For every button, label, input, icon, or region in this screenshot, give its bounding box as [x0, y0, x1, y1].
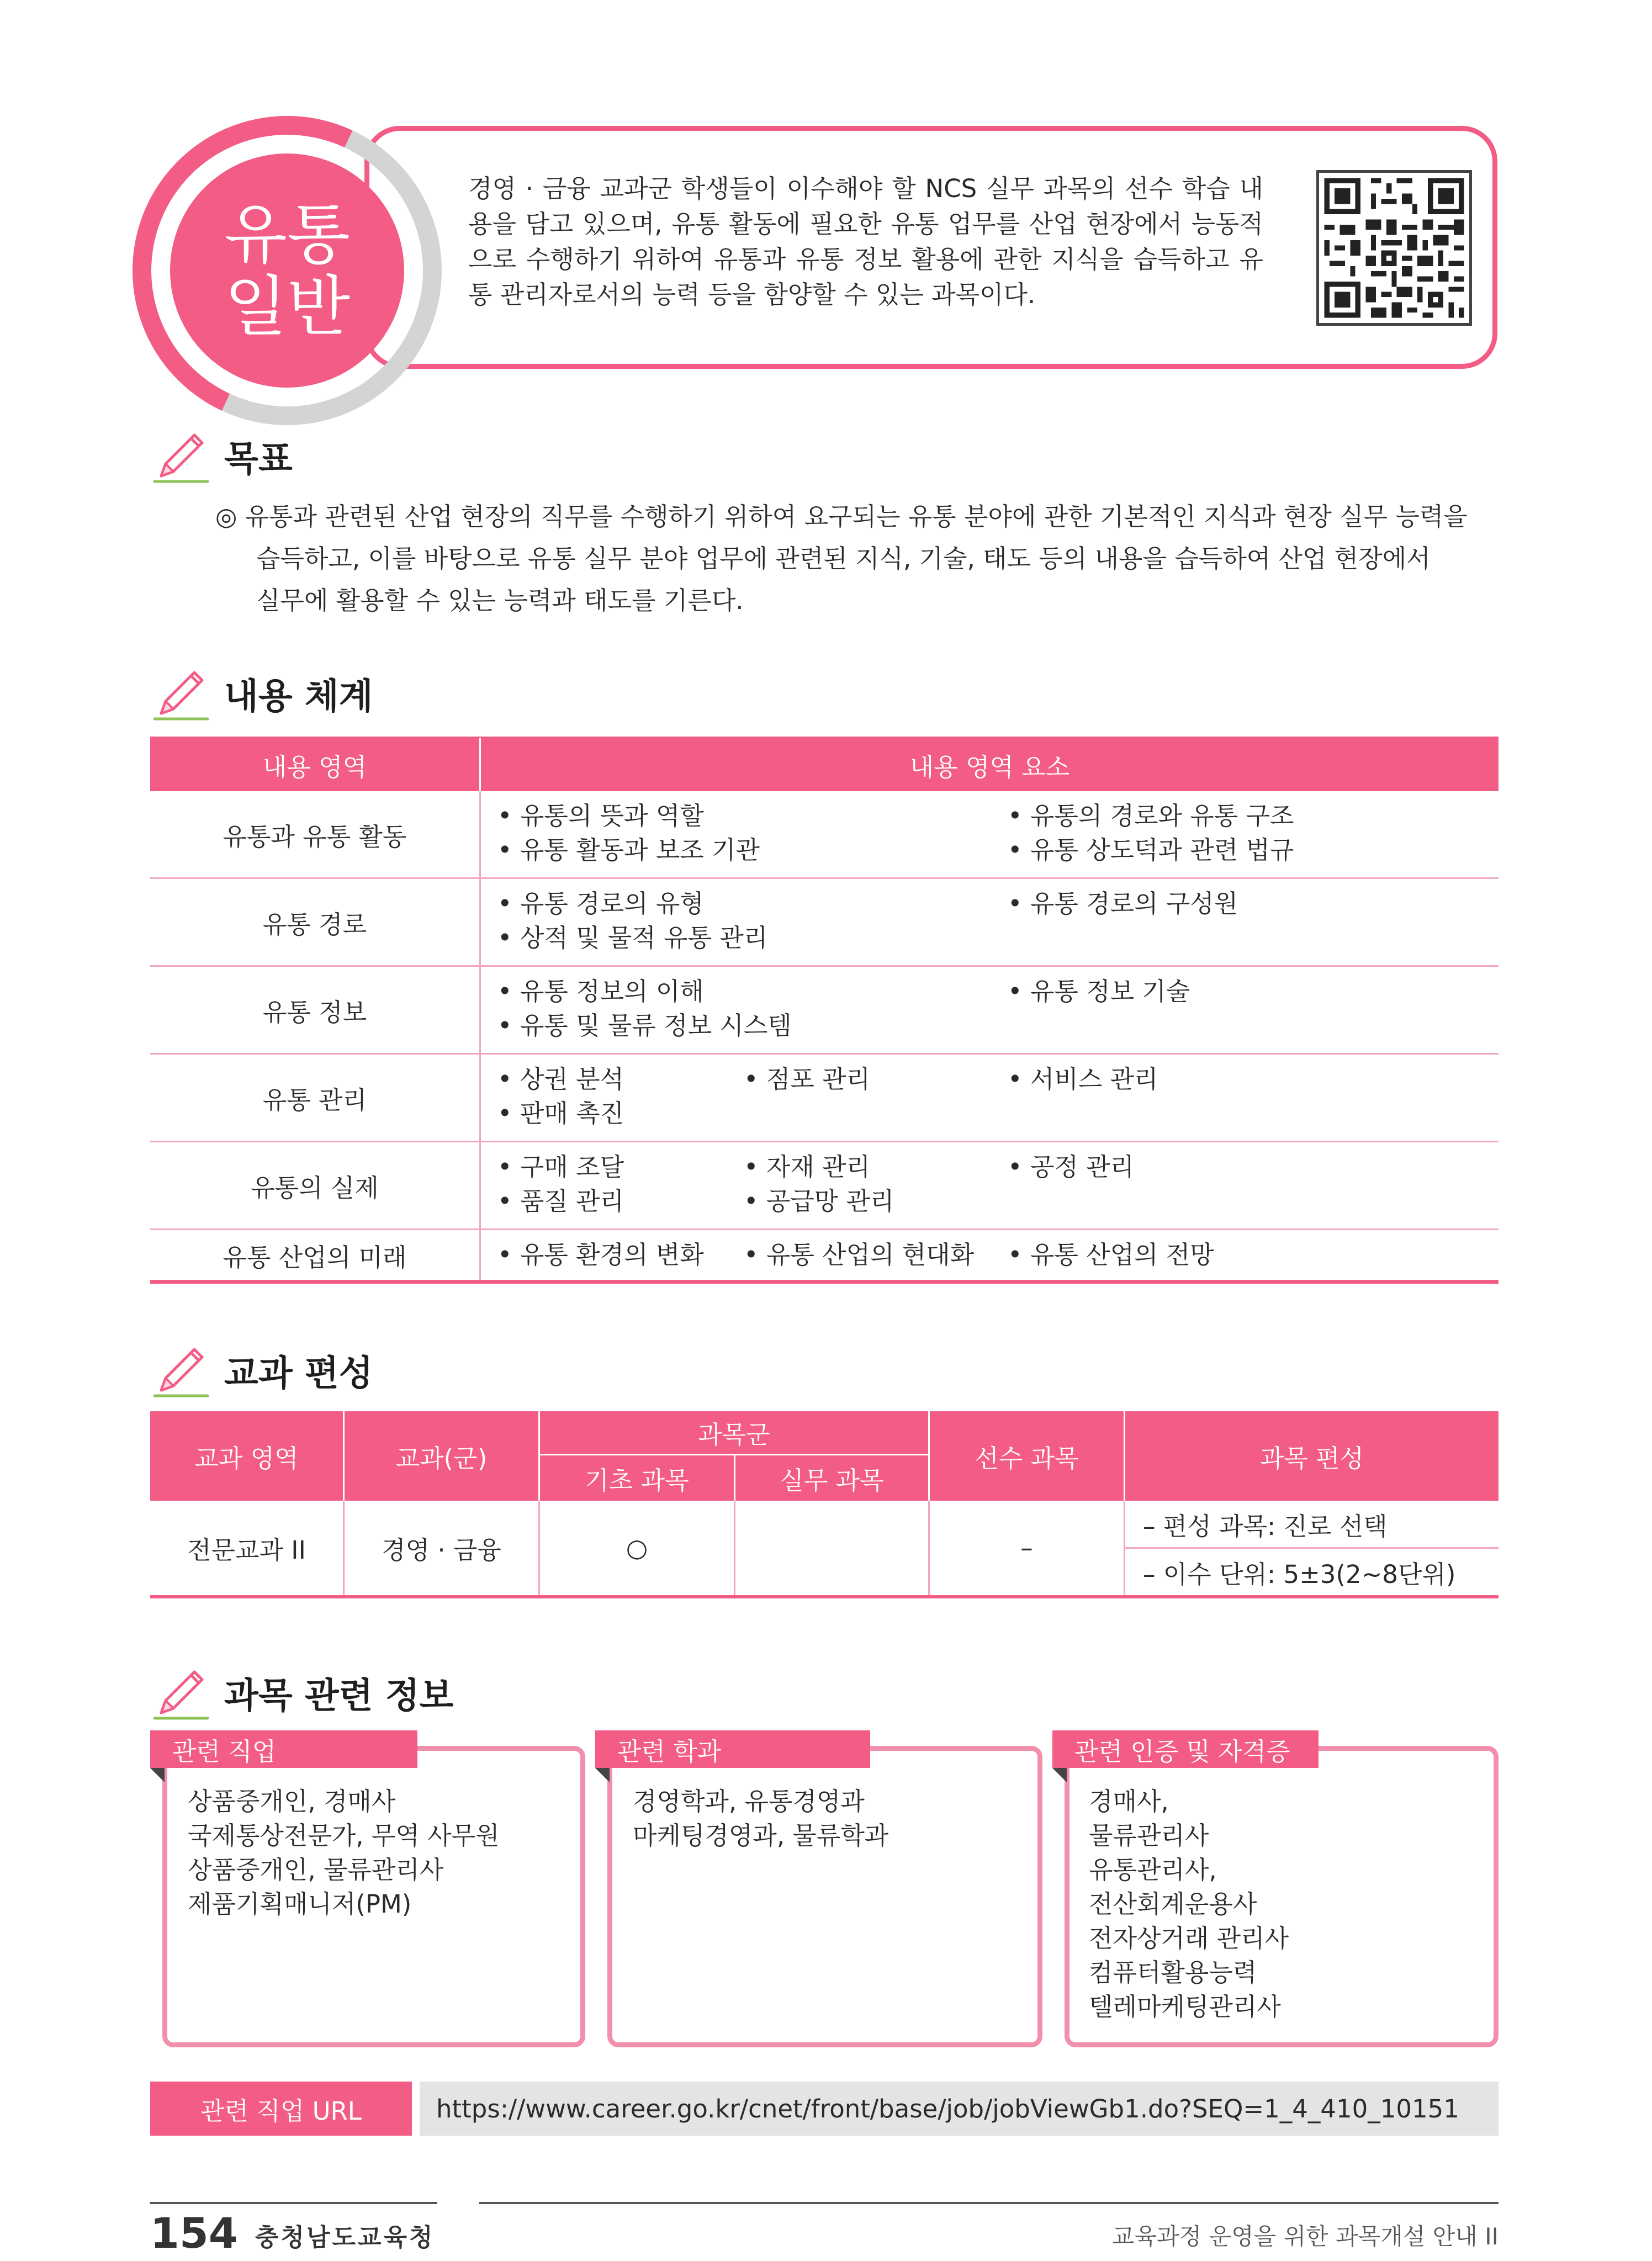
list-item: 마케팅경영과, 물류학과 [633, 1821, 889, 1850]
footer-divider-right [479, 2202, 1499, 2204]
related-heading: 과목 관련 정보 [150, 1662, 454, 1724]
curriculum-basic-mark: ○ [540, 1501, 735, 1597]
footer-document-title: 교육과정 운영을 위한 과목개설 안내 II [1111, 2223, 1499, 2250]
curriculum-field: 전문교과 II [150, 1501, 345, 1597]
related-jobs-list [188, 1785, 500, 1921]
related-departments-list [633, 1785, 888, 1853]
header-content-elements: 내용 영역 요소 [909, 752, 1070, 782]
footer-organization: 충청남도교육청 [255, 2223, 435, 2252]
pencil-icon [150, 663, 212, 724]
content-table [150, 737, 1499, 1284]
header-organization: 과목 편성 [1125, 1411, 1499, 1501]
header-content-area: 내용 영역 [150, 738, 481, 791]
header-basic-subject: 기초 과목 [540, 1455, 735, 1501]
table-row: 유통 경로 • 유통 경로의 유형 • 상적 및 물적 유통 관리 • 유통 경로의 구성원 [150, 879, 1499, 967]
list-item: 전자상거래 관리사 [1089, 1924, 1289, 1953]
list-item: 물류관리사 [1089, 1821, 1209, 1850]
goal-line-3: 실무에 활용할 수 있는 능력과 태도를 기른다. [256, 586, 744, 615]
related-url-label: 관련 직업 URL [150, 2082, 412, 2136]
list-item: 텔레마케팅관리사 [1089, 1992, 1281, 2021]
related-jobs-title: 관련 직업 [150, 1730, 417, 1768]
list-item: 제품기획매니저(PM) [188, 1889, 412, 1919]
header-subject-group: 과목군 [540, 1411, 930, 1455]
list-item: 경영학과, 유통경영과 [633, 1787, 865, 1816]
table-row: 유통 관리 • 상권 분석 • 판매 촉진 • 점포 관리 • 서비스 관리 [150, 1055, 1499, 1142]
curriculum-table [150, 1411, 1499, 1597]
table-row: 유통과 유통 활동 • 유통의 뜻과 역할 • 유통 활동과 보조 기관 • 유통의 경로와 유통 구조 • 유통 상도덕과 관련 법규 [150, 791, 1499, 879]
list-item: 유통관리사, [1089, 1855, 1217, 1884]
curriculum-heading: 교과 편성 [150, 1339, 373, 1401]
list-item: 컴퓨터활용능력 [1089, 1958, 1257, 1987]
related-departments-title: 관련 학과 [595, 1730, 870, 1768]
goal-line-1: ◎ 유통과 관련된 산업 현장의 직무를 수행하기 위하여 요구되는 유통 분야에 관한 기본적인 지식과 현장 실무 능력을 [215, 502, 1468, 531]
subject-title-line2: 일반 [224, 268, 350, 345]
pencil-icon [150, 1662, 212, 1724]
list-item: 경매사, [1089, 1787, 1169, 1816]
table-row: 유통 산업의 미래 • 유통 환경의 변화 • 유통 산업의 현대화 • 유통 산업의 전망 [150, 1230, 1499, 1282]
goal-line-2: 습득하고, 이를 바탕으로 유통 실무 분야 업무에 관련된 지식, 기술, 태도 등의 내용을 습득하여 산업 현장에서 [256, 544, 1431, 573]
content-table-header [150, 737, 1499, 791]
qr-code-icon[interactable] [1316, 170, 1472, 326]
subject-title-badge [133, 116, 442, 425]
curriculum-practical-mark [735, 1501, 930, 1597]
list-item: 국제통상전문가, 무역 사무원 [188, 1821, 500, 1850]
footer-divider-left [150, 2202, 437, 2204]
content-heading: 내용 체계 [150, 663, 373, 724]
related-url-link[interactable]: https://www.career.go.kr/cnet/front/base/job/jobViewGb1.do?SEQ=1_4_410_10151 [420, 2082, 1499, 2136]
pencil-icon [150, 1339, 212, 1401]
list-item: 상품중개인, 경매사 [188, 1787, 396, 1816]
page-number: 154 [150, 2209, 238, 2258]
table-row: 유통의 실제 • 구매 조달 • 품질 관리 • 자재 관리 • 공급망 관리 • 공정 관리 [150, 1142, 1499, 1230]
related-certifications-title: 관련 인증 및 자격증 [1052, 1730, 1319, 1768]
header-practical-subject: 실무 과목 [735, 1455, 930, 1501]
goal-text [215, 496, 1485, 622]
header-group: 교과(군) [345, 1411, 540, 1501]
curriculum-org-2: – 이수 단위: 5±3(2~8단위) [1125, 1549, 1499, 1597]
related-certifications-list [1089, 1785, 1289, 2024]
table-row: 유통 정보 • 유통 정보의 이해 • 유통 및 물류 정보 시스템 • 유통 정보 기술 [150, 967, 1499, 1055]
list-item: 전산회계운용사 [1089, 1889, 1257, 1919]
header-prerequisite: 선수 과목 [930, 1411, 1125, 1501]
curriculum-org-1: – 편성 과목: 진로 선택 [1125, 1501, 1499, 1549]
curriculum-group: 경영 · 금융 [345, 1501, 540, 1597]
subject-description: 경영 · 금융 교과군 학생들이 이수해야 할 NCS 실무 과목의 선수 학습 내용을 담고 있으며, 유통 활동에 필요한 유통 업무를 산업 현장에서 능동적으로 수행하기 위하여 유통과 유통 정보 활용에 관한 지식을 습득하고 유통 관리자로서의 능력 등을 함양할 수 있는 과목이다. [468, 174, 1263, 309]
list-item: 상품중개인, 물류관리사 [188, 1855, 444, 1884]
goal-heading: 목표 [150, 425, 293, 487]
header-field: 교과 영역 [150, 1411, 345, 1501]
pencil-icon [150, 425, 212, 487]
subject-title-line1: 유통 [224, 197, 350, 273]
curriculum-prerequisite: – [930, 1501, 1125, 1597]
